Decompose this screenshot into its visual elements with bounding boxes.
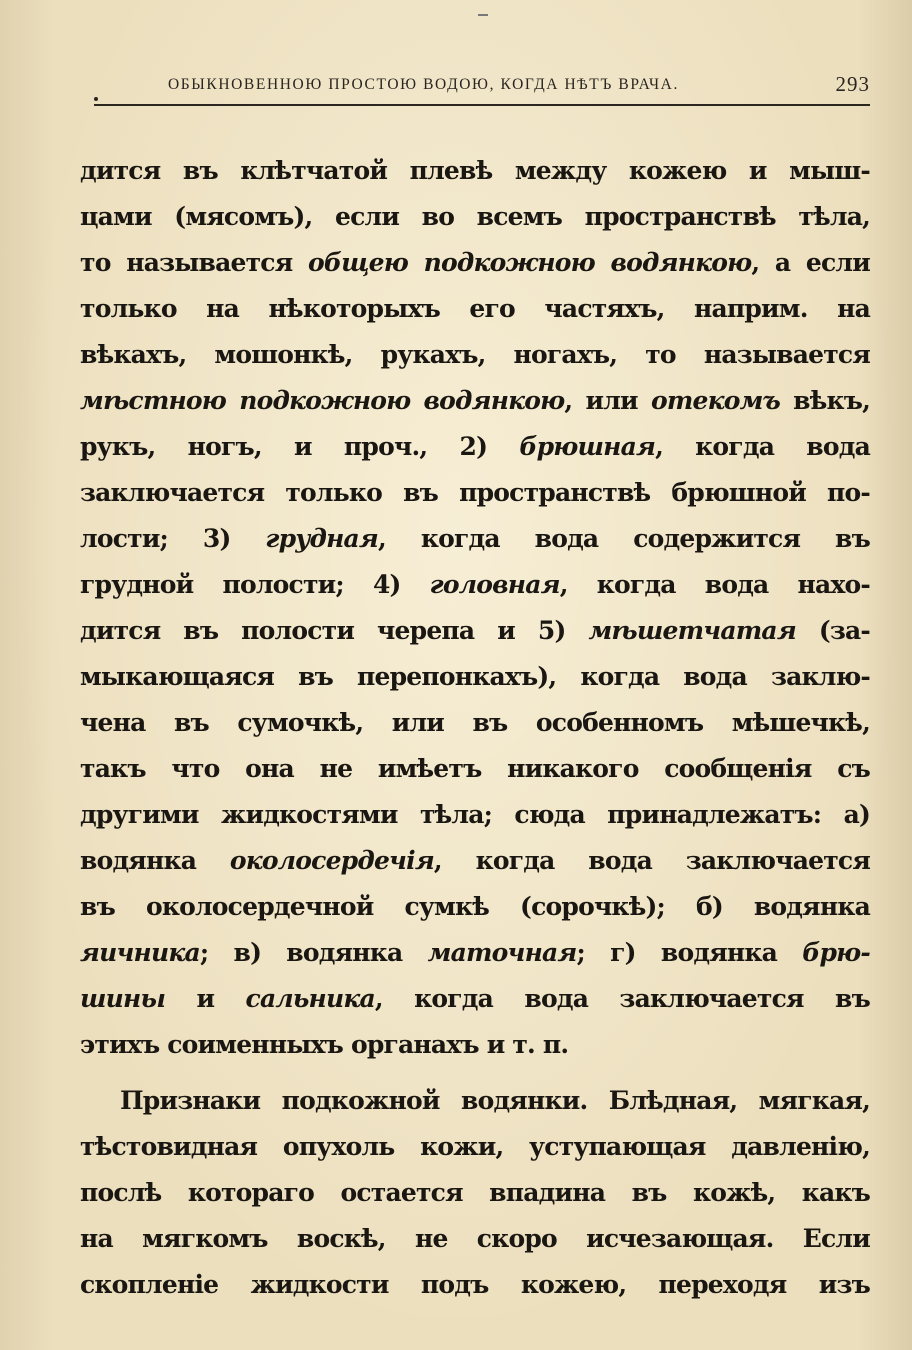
text-segment: заключается только въ пространствѣ брюшной по-: [80, 478, 870, 507]
italic-term: брю-: [802, 938, 870, 967]
text-segment: такъ что она не имѣетъ никакого сообщенія съ: [80, 754, 870, 783]
text-segment: лости; 3): [80, 524, 266, 553]
italic-term: отекомъ: [650, 386, 780, 415]
text-line: [80, 1170, 870, 1216]
body-text: [80, 148, 870, 1308]
italic-term: мѣстною подкожною водянкою: [80, 386, 565, 415]
running-head: [94, 66, 870, 106]
text-segment: , когда вода заключается въ: [374, 984, 870, 1013]
text-line: [80, 884, 870, 930]
text-line: [80, 1262, 870, 1308]
text-segment: на мягкомъ воскѣ, не скоро исчезающая. Если: [80, 1224, 870, 1253]
italic-term: мѣшетчатая: [588, 616, 796, 645]
text-segment: рукъ, ногъ, и проч., 2): [80, 432, 520, 461]
italic-term: грудная: [265, 524, 379, 553]
text-line: [80, 976, 870, 1022]
text-segment: этихъ соименныхъ органахъ и т. п.: [80, 1030, 569, 1059]
text-line: [80, 1022, 870, 1068]
italic-term: шины: [80, 984, 166, 1013]
italic-term: сальника: [245, 984, 375, 1013]
text-line: [80, 516, 870, 562]
text-segment: въ околосердечной сумкѣ (сорочкѣ); б) водянка: [80, 892, 870, 921]
text-segment: , а если: [751, 248, 870, 277]
text-line: [80, 792, 870, 838]
text-segment: послѣ котораго остается впадина въ кожѣ, какъ: [80, 1178, 870, 1207]
text-line: [80, 286, 870, 332]
text-line: [80, 930, 870, 976]
text-line: [80, 1078, 870, 1124]
text-line: [80, 424, 870, 470]
text-segment: ; г) водянка: [576, 938, 803, 967]
text-segment: вѣкахъ, мошонкѣ, рукахъ, ногахъ, то называется: [80, 340, 870, 369]
text-line: [80, 562, 870, 608]
text-line: [80, 700, 870, 746]
text-segment: тѣстовидная опухоль кожи, уступающая давленію,: [80, 1132, 870, 1161]
italic-term: яичника: [80, 938, 200, 967]
text-line: [80, 378, 870, 424]
text-line: [80, 332, 870, 378]
text-segment: вѣкъ,: [779, 386, 871, 415]
text-line: [80, 240, 870, 286]
text-segment: только на нѣкоторыхъ его частяхъ, наприм. на: [80, 294, 870, 323]
text-segment: ; в) водянка: [199, 938, 428, 967]
text-segment: дится въ полости черепа и 5): [80, 616, 589, 645]
italic-term: головная: [429, 570, 560, 599]
text-line: [80, 194, 870, 240]
italic-term: маточная: [427, 938, 577, 967]
text-segment: , когда вода: [655, 432, 870, 461]
italic-term: брюшная: [519, 432, 656, 461]
page-number: 293: [835, 72, 870, 96]
text-segment: , когда вода нахо-: [559, 570, 871, 599]
text-line: [80, 608, 870, 654]
text-segment: грудной полости; 4): [80, 570, 430, 599]
text-line: [80, 746, 870, 792]
italic-term: общею подкожною водянкою: [308, 248, 752, 277]
text-line: [80, 654, 870, 700]
text-segment: дится въ клѣтчатой плевѣ между кожею и мыш-: [80, 156, 870, 185]
text-segment: скопленіе жидкости подъ кожею, переходя изъ: [80, 1270, 870, 1299]
text-segment: (за-: [795, 616, 871, 645]
running-title: ОБЫКНОВЕННОЮ ПРОСТОЮ ВОДОЮ, КОГДА НѢТЪ ВРАЧА.: [168, 76, 679, 93]
text-segment: , когда вода содержится въ: [378, 524, 870, 553]
text-line: [80, 1216, 870, 1262]
text-segment: , когда вода заключается: [433, 846, 870, 875]
head-rule-dot: [94, 97, 98, 101]
text-segment: мыкающаяся въ перепонкахъ), когда вода заклю-: [80, 662, 870, 691]
text-line: [80, 470, 870, 516]
text-segment: , или: [564, 386, 651, 415]
text-segment: цами (мясомъ), если во всемъ пространствѣ тѣла,: [80, 202, 870, 231]
text-segment: и: [165, 984, 246, 1013]
text-line: [80, 838, 870, 884]
text-line: [80, 148, 870, 194]
text-segment: водянка: [80, 846, 230, 875]
head-rule: [94, 104, 870, 106]
page-top-mark: [478, 14, 488, 16]
text-segment: другими жидкостями тѣла; сюда принадлежатъ: а): [80, 800, 870, 829]
text-segment: Признаки подкожной водянки. Блѣдная, мягкая,: [120, 1086, 870, 1115]
text-line: [80, 1124, 870, 1170]
text-segment: чена въ сумочкѣ, или въ особенномъ мѣшечкѣ,: [80, 708, 870, 737]
italic-term: околосердечія: [229, 846, 434, 875]
text-segment: то называется: [80, 248, 308, 277]
